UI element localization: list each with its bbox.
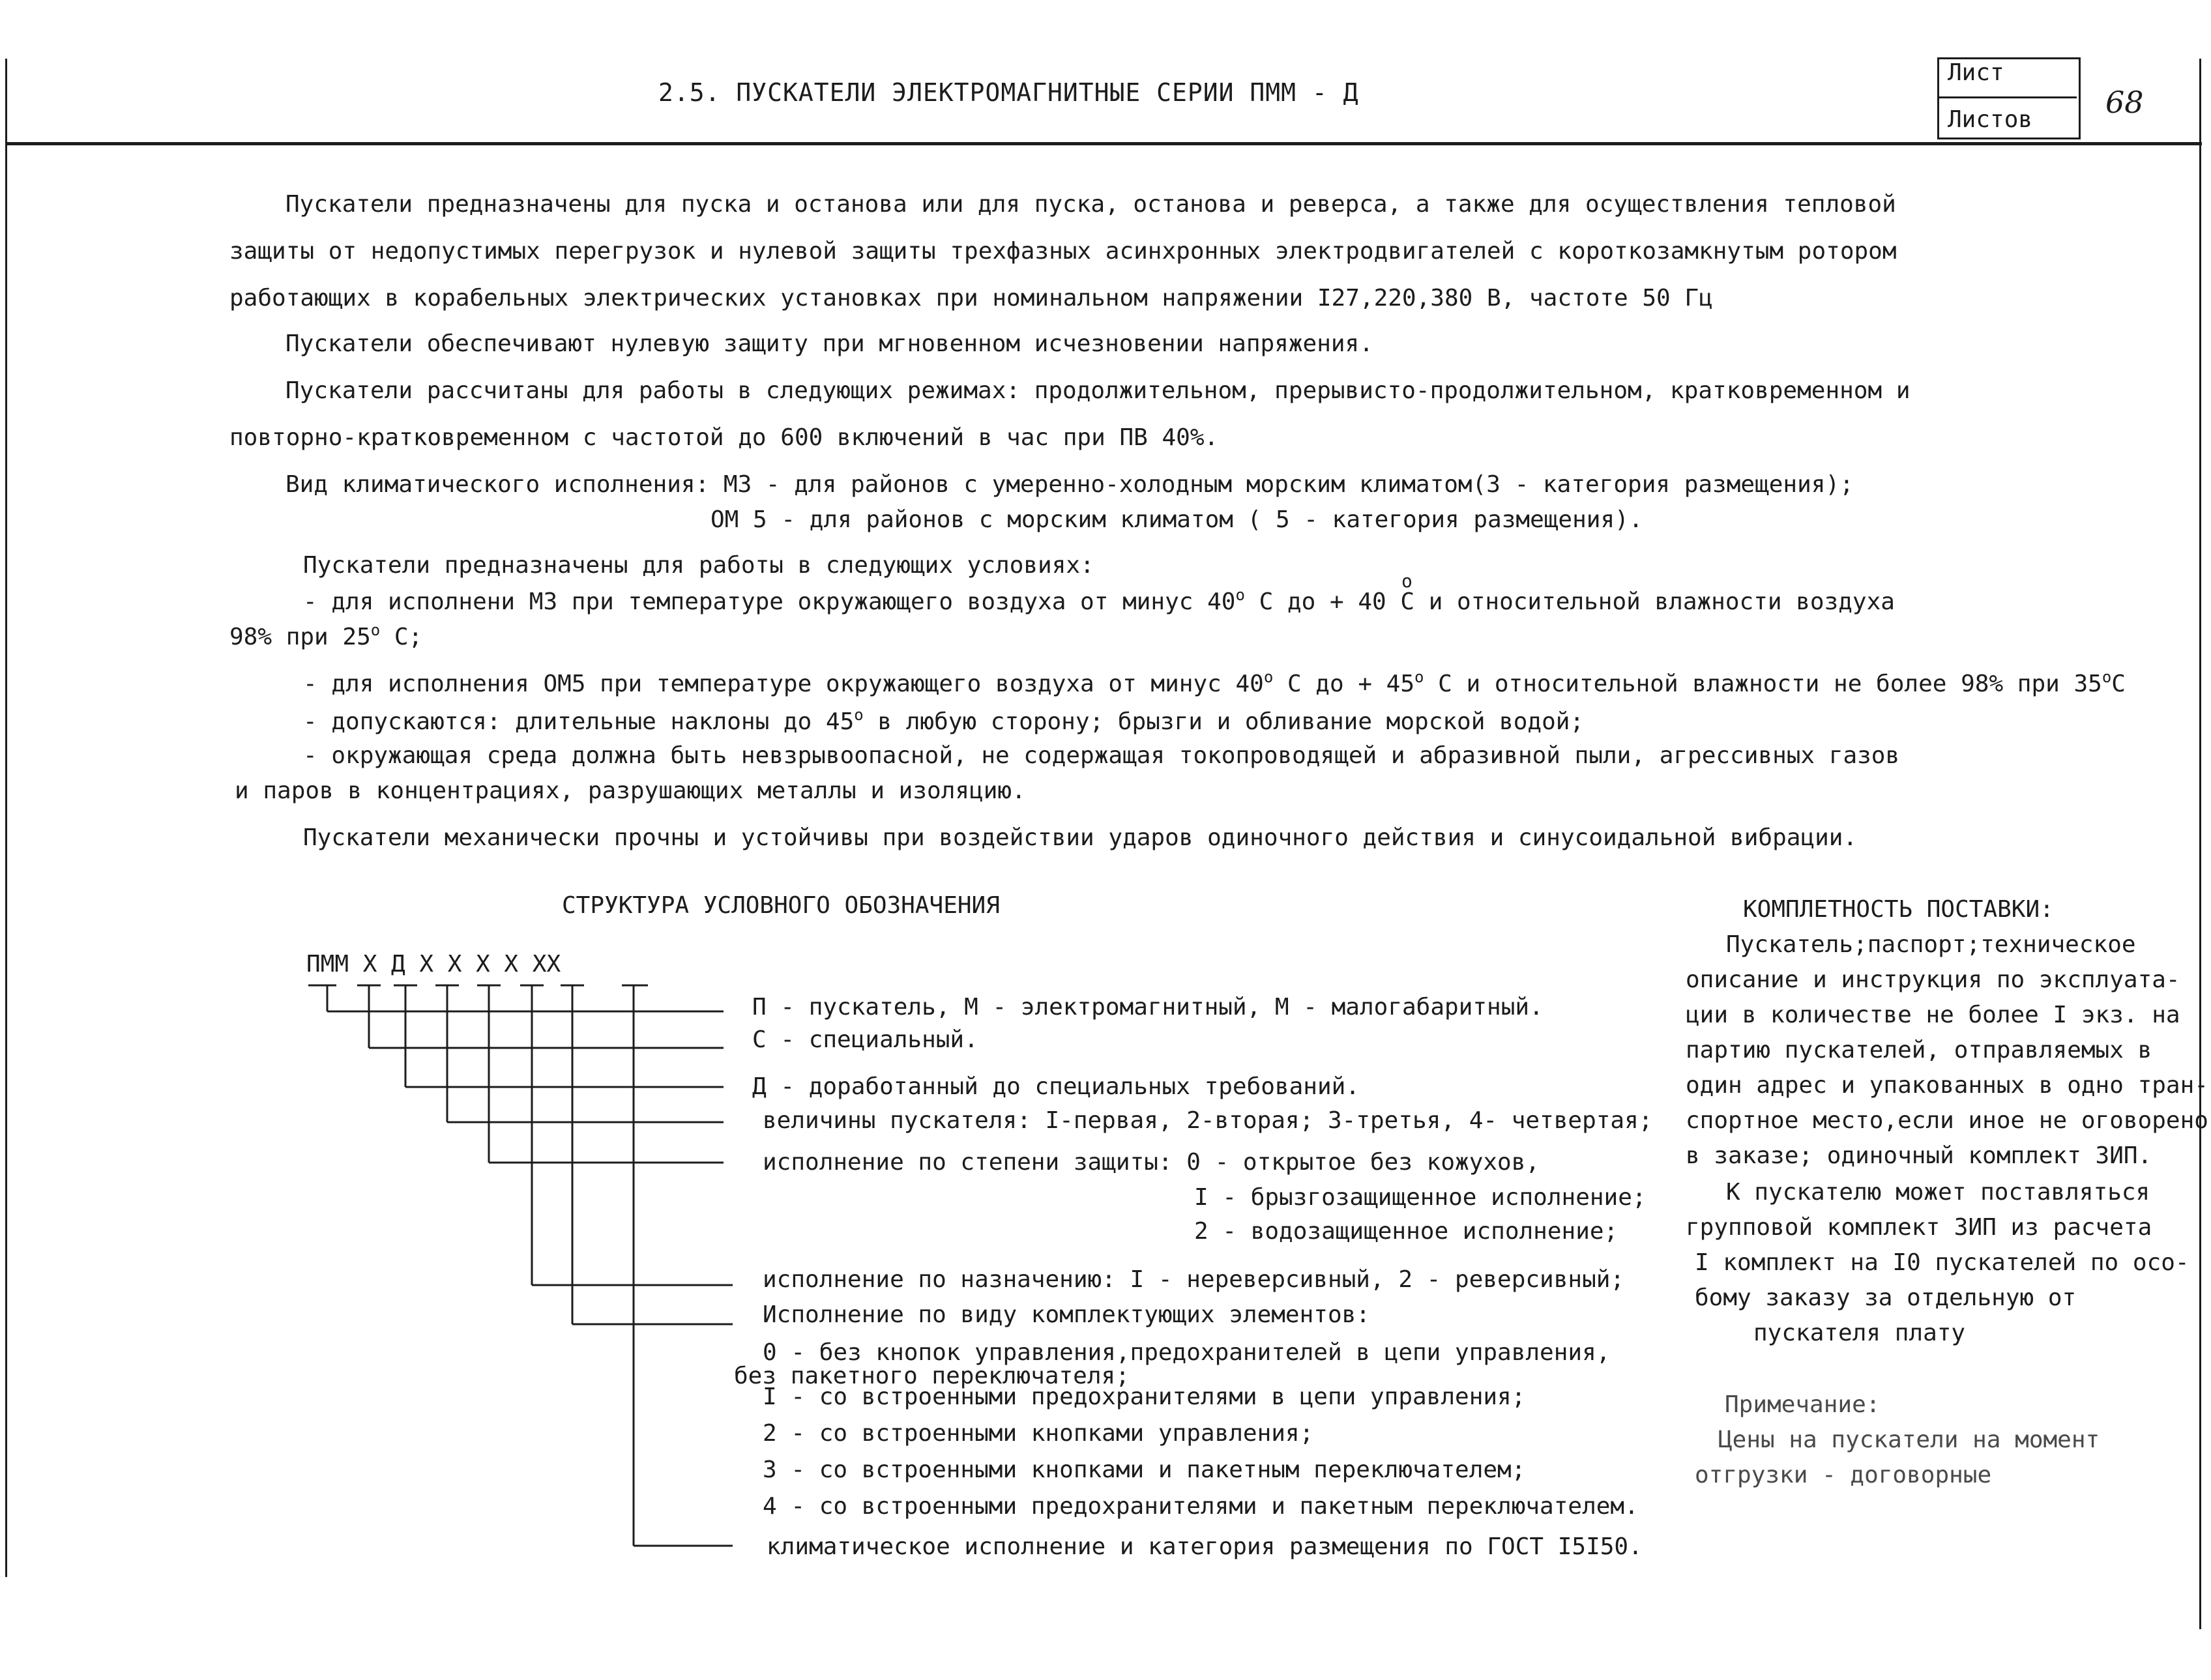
para-conditions-m3: - для исполнени М3 при температуре окружающего воздуха от минус $40^о$ С до + 40 С и относительной влажности воздуха bbox=[303, 586, 1895, 615]
legend-pmm: П - пускатель, М - электромагнитный, М - малогабаритный. bbox=[752, 994, 1544, 1021]
delivery-line: описание и инструкция по эксплуата- bbox=[1686, 966, 2180, 993]
legend-protection: исполнение по степени защиты: 0 - открытое без кожухов, bbox=[763, 1149, 1540, 1176]
structure-heading: СТРУКТУРА УСЛОВНОГО ОБОЗНАЧЕНИЯ bbox=[562, 892, 1000, 919]
legend-purpose: исполнение по назначению: I - нереверсивный, 2 - реверсивный; bbox=[763, 1266, 1625, 1293]
page-number: 68 bbox=[2105, 85, 2144, 120]
designation-code: ПММ Х Д Х Х Х Х ХХ bbox=[306, 951, 561, 978]
legend-components-4: 4 - со встроенными предохранителями и пакетным переключателем. bbox=[763, 1493, 1639, 1520]
para-conditions-environment-2: и паров в концентрациях, разрушающих металлы и изоляцию. bbox=[235, 777, 1026, 804]
para-climate-line-1: Вид климатического исполнения: М3 - для районов с умеренно-холодным морским климатом(3 - категория размещения); bbox=[286, 471, 1854, 498]
para-conditions-environment: - окружающая среда должна быть невзрывоопасной, не содержащая токопроводящей и абразивной пыли, агрессивных газов bbox=[303, 742, 1900, 769]
legend-protection-1: I - брызгозащищенное исполнение; bbox=[1194, 1184, 1647, 1211]
note-line: отгрузки - договорные bbox=[1695, 1462, 1992, 1488]
delivery-line: один адрес и упакованных в одно тран- bbox=[1686, 1072, 2208, 1099]
delivery-line: спортное место,если иное не оговорено bbox=[1686, 1107, 2208, 1134]
sheet-label: Лист bbox=[1948, 59, 2004, 86]
delivery-line: бому заказу за отдельную от bbox=[1695, 1284, 2077, 1311]
para-conditions-heading: Пускатели предназначены для работы в следующих условиях: bbox=[303, 552, 1094, 579]
delivery-line: ции в количестве не более I экз. на bbox=[1686, 1002, 2180, 1028]
para-modes-line-2: повторно-кратковременном с частотой до 600 включений в час при ПВ 40%. bbox=[229, 424, 1219, 451]
legend-components-0b: без пакетного переключателя; bbox=[734, 1363, 1130, 1389]
para-modes-line-1: Пускатели рассчитаны для работы в следующих режимах: продолжительном, прерывисто-продолжительном, кратковременном и bbox=[286, 377, 1911, 404]
para-mechanical: Пускатели механически прочны и устойчивы при воздействии ударов одиночного действия и синусоидальной вибрации. bbox=[303, 824, 1858, 851]
legend-components-1: I - со встроенными предохранителями в цепи управления; bbox=[763, 1383, 1526, 1410]
para-protection: Пускатели обеспечивают нулевую защиту при мгновенном исчезновении напряжения. bbox=[286, 330, 1373, 357]
legend-size: величины пускателя: I-первая, 2-вторая; 3-третья, 4- четвертая; bbox=[763, 1107, 1653, 1134]
legend-climate: климатическое исполнение и категория размещения по ГОСТ I5I50. bbox=[767, 1533, 1643, 1560]
para-purpose-line-3: работающих в корабельных электрических установках при номинальном напряжении I27,220,380 В, частоте 50 Гц bbox=[229, 285, 1713, 311]
para-conditions-tilt: - допускаются: длительные наклоны до $45^о$ в любую сторону; брызги и обливание морской водой; bbox=[303, 706, 1585, 735]
legend-components-0: 0 - без кнопок управления,предохранителей в цепи управления, bbox=[763, 1339, 1611, 1366]
legend-components-3: 3 - со встроенными кнопками и пакетным переключателем; bbox=[763, 1456, 1526, 1483]
delivery-line: партию пускателей, отправляемых в bbox=[1686, 1037, 2152, 1064]
legend-components-2: 2 - со встроенными кнопками управления; bbox=[763, 1420, 1314, 1447]
para-conditions-m3-humidity: 98% при $25^о$ С; bbox=[229, 621, 423, 650]
delivery-heading: КОМПЛЕТНОСТЬ ПОСТАВКИ: bbox=[1743, 896, 2054, 923]
para-purpose-line-2: защиты от недопустимых перегрузок и нулевой защиты трехфазных асинхронных электродвигателей с короткозамкнутым ротором bbox=[229, 238, 1897, 265]
legend-protection-2: 2 - водозащищенное исполнение; bbox=[1194, 1218, 1618, 1245]
degree-mark-top: о bbox=[1401, 570, 1413, 592]
delivery-line: пускателя плату bbox=[1753, 1320, 1966, 1346]
note-line: Цены на пускатели на момент bbox=[1718, 1427, 2100, 1453]
page-title: 2.5. ПУСКАТЕЛИ ЭЛЕКТРОМАГНИТНЫЕ СЕРИИ ПММ - Д bbox=[658, 78, 1359, 107]
legend-special: С - специальный. bbox=[752, 1026, 978, 1053]
delivery-line: Пускатель;паспорт;техническое bbox=[1726, 931, 2136, 958]
sheets-label: Листов bbox=[1948, 106, 2033, 133]
para-conditions-om5: - для исполнения ОМ5 при температуре окружающего воздуха от минус $40^о$ С до + $45^о$ С и относительной влажности не более 98% при $35^оС$ bbox=[303, 668, 2126, 697]
delivery-line: К пускателю может поставляться bbox=[1726, 1179, 2150, 1206]
legend-components: Исполнение по виду комплектующих элементов: bbox=[763, 1301, 1370, 1328]
delivery-line: I комплект на I0 пускателей по осо- bbox=[1695, 1249, 2189, 1276]
delivery-line: групповой комплект ЗИП из расчета bbox=[1686, 1214, 2152, 1241]
para-climate-line-2: ОМ 5 - для районов с морским климатом ( 5 - категория размещения). bbox=[710, 506, 1643, 533]
delivery-line: в заказе; одиночный комплект ЗИП. bbox=[1686, 1142, 2152, 1169]
para-purpose-line-1: Пускатели предназначены для пуска и останова или для пуска, останова и реверса, а также для осуществления тепловой bbox=[286, 191, 1896, 218]
legend-improved: Д - доработанный до специальных требований. bbox=[752, 1073, 1360, 1100]
note-heading: Примечание: bbox=[1725, 1391, 1881, 1418]
